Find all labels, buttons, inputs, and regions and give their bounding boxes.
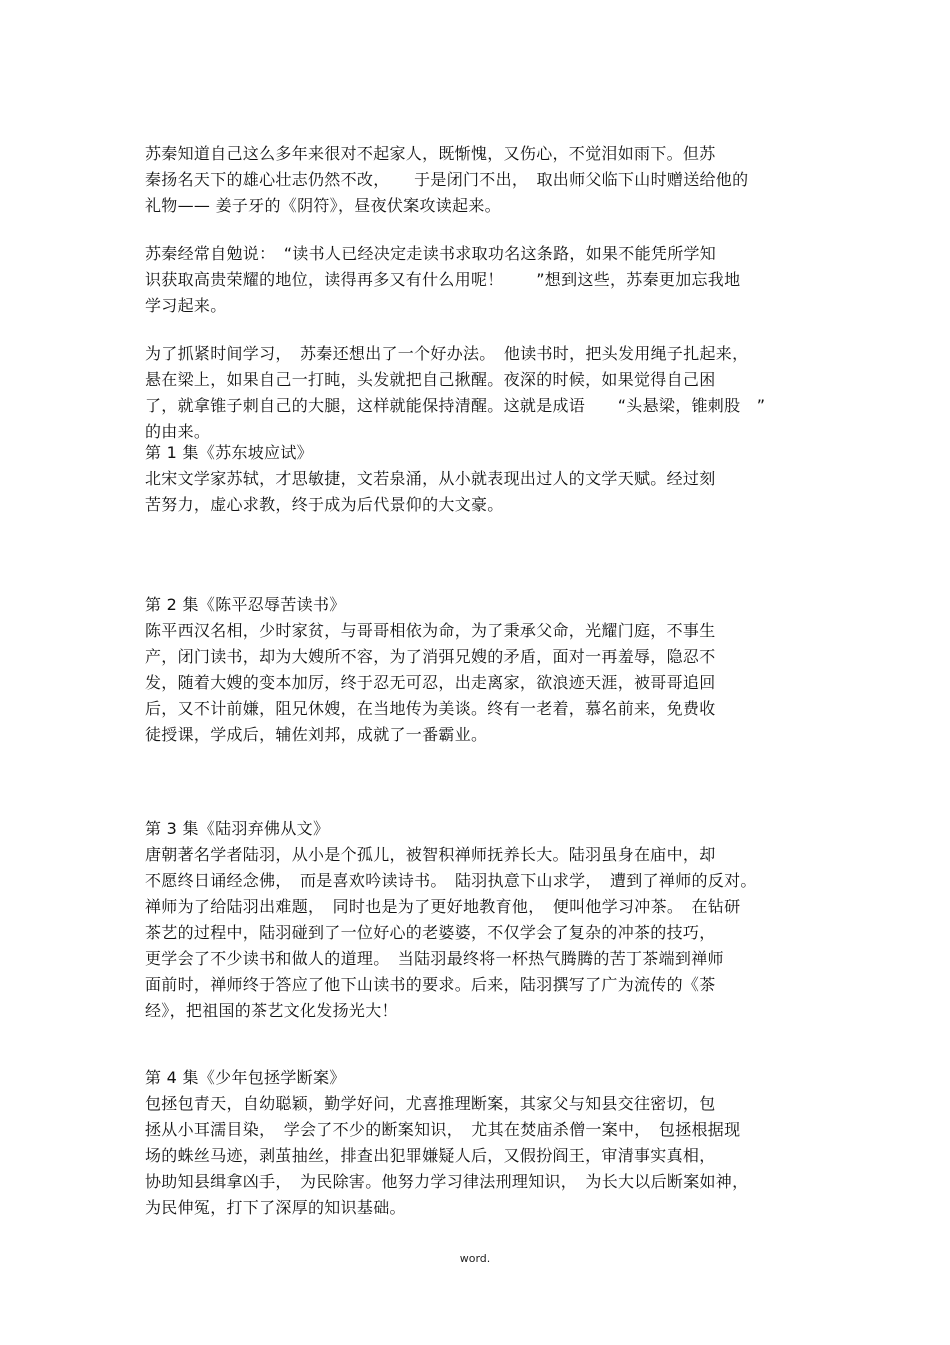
episode-3	[145, 816, 805, 1024]
episode-2	[145, 592, 805, 748]
text-line: 场的蛛丝马迹，剥茧抽丝，排查出犯罪嫌疑人后，又假扮阎王，审清事实真相，	[145, 1146, 716, 1165]
text-line: 唐朝著名学者陆羽，从小是个孤儿，被智积禅师抚养长大。陆羽虽身在庙中，却	[145, 845, 716, 864]
episode-title: 第 4 集《少年包拯学断案》	[145, 1068, 346, 1087]
intro-paragraph-2	[145, 241, 805, 319]
text-line: 苏秦知道自己这么多年来很对不起家人，既惭愧，又伤心，不觉泪如雨下。但苏	[145, 144, 716, 163]
text-line: 不愿终日诵经念佛， 而是喜欢吟读诗书。 陆羽执意下山求学， 遭到了禅师的反对。	[145, 871, 757, 890]
text-line: 经》，把祖国的茶艺文化发扬光大！	[145, 1001, 398, 1020]
text-line: 更学会了不少读书和做人的道理。 当陆羽最终将一杯热气腾腾的苦丁茶端到禅师	[145, 949, 724, 968]
text-line: 为民伸冤，打下了深厚的知识基础。	[145, 1198, 406, 1217]
text-line: 礼物—— 姜子牙的《阴符》，昼夜伏案攻读起来。	[145, 196, 501, 215]
intro-paragraph-1	[145, 141, 805, 219]
text-line: 的由来。	[145, 422, 211, 441]
text-line: 北宋文学家苏轼，才思敏捷，文若泉涌，从小就表现出过人的文学天赋。经过刻	[145, 469, 716, 488]
episode-title: 第 3 集《陆羽弃佛从文》	[145, 819, 330, 838]
episode-title: 第 2 集《陈平忍辱苦读书》	[145, 595, 346, 614]
text-line: 后，又不计前嫌，阻兄休嫂，在当地传为美谈。终有一老着，慕名前来，免费收	[145, 699, 716, 718]
intro-paragraph-3	[145, 341, 805, 445]
text-line: 徒授课，学成后，辅佐刘邦，成就了一番霸业。	[145, 725, 488, 744]
text-line: 苏秦经常自勉说： “读书人已经决定走读书求取功名这条路，如果不能凭所学知	[145, 244, 717, 263]
episode-title: 第 1 集《苏东坡应试》	[145, 443, 313, 462]
text-line: 协助知县缉拿凶手， 为民除害。他努力学习律法刑理知识， 为长大以后断案如神，	[145, 1172, 749, 1191]
text-line: 学习起来。	[145, 296, 227, 315]
text-line: 包拯包青天，自幼聪颖，勤学好问，尤喜推理断案，其家父与知县交往密切，包	[145, 1094, 716, 1113]
text-line: 茶艺的过程中，陆羽碰到了一位好心的老婆婆，不仅学会了复杂的冲茶的技巧，	[145, 923, 716, 942]
text-line: 拯从小耳濡目染， 学会了不少的断案知识， 尤其在焚庙杀僧一案中， 包拯根据现	[145, 1120, 741, 1139]
text-line: 苦努力，虚心求教，终于成为后代景仰的大文豪。	[145, 495, 504, 514]
text-line: 秦扬名天下的雄心壮志仍然不改， 于是闭门不出， 取出师父临下山时赠送给他的	[145, 170, 749, 189]
text-line: 产，闭门读书，却为大嫂所不容，为了消弭兄嫂的矛盾，面对一再羞辱，隐忍不	[145, 647, 716, 666]
text-line: 为了抓紧时间学习， 苏秦还想出了一个好办法。 他读书时，把头发用绳子扎起来，	[145, 344, 749, 363]
page-footer: word.	[459, 1252, 491, 1265]
text-line: 禅师为了给陆羽出难题， 同时也是为了更好地教育他， 便叫他学习冲茶。 在钻研	[145, 897, 741, 916]
text-line: 悬在梁上，如果自己一打盹，头发就把自己揪醒。夜深的时候，如果觉得自己困	[145, 370, 716, 389]
episode-1	[145, 440, 805, 518]
text-line: 面前时，禅师终于答应了他下山读书的要求。后来，陆羽撰写了广为流传的《茶	[145, 975, 716, 994]
text-line: 发，随着大嫂的变本加厉，终于忍无可忍，出走离家，欲浪迹天涯，被哥哥追回	[145, 673, 716, 692]
text-line: 识获取高贵荣耀的地位，读得再多又有什么用呢！ ”想到这些，苏秦更加忘我地	[145, 270, 741, 289]
text-line: 陈平西汉名相，少时家贫，与哥哥相依为命，为了秉承父命，光耀门庭，不事生	[145, 621, 716, 640]
text-line: 了，就拿锥子刺自己的大腿，这样就能保持清醒。这就是成语 “头悬梁，锥刺股 ”	[145, 396, 766, 415]
episode-4	[145, 1065, 805, 1221]
